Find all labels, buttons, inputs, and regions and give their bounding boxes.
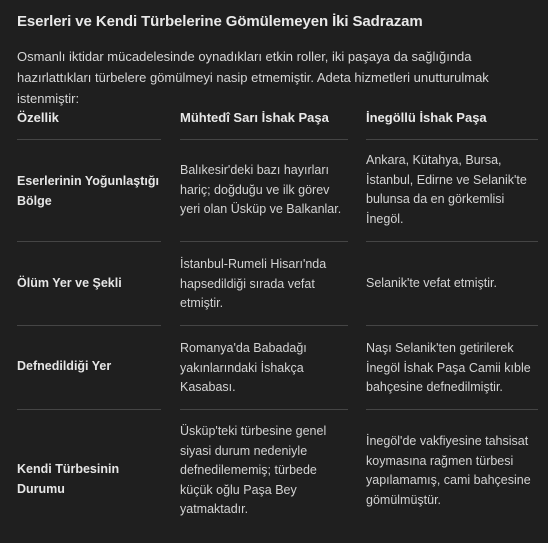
bottom-fade bbox=[0, 529, 548, 543]
table-cell-sari-ishak: İstanbul-Rumeli Hisarı'nda hapsedildiği sırada vefat etmiştir. bbox=[180, 257, 327, 310]
table-cell-inegollu-ishak: Ankara, Kütahya, Bursa, İstanbul, Edirne ve Selanik'te bulunsa da en görkemlisi İnegöl. bbox=[366, 153, 527, 226]
table-cell-inegollu-ishak: Selanik'te vefat etmiştir. bbox=[366, 276, 497, 290]
table-header-sari-ishak-pasa: Mühtedî Sarı İshak Paşa bbox=[180, 110, 329, 125]
table-divider bbox=[180, 325, 348, 326]
table-divider bbox=[366, 241, 538, 242]
table-divider bbox=[17, 139, 161, 140]
table-header-feature: Özellik bbox=[17, 110, 59, 125]
table-divider bbox=[17, 241, 161, 242]
table-row-feature: Ölüm Yer ve Şekli bbox=[17, 276, 122, 290]
table-divider bbox=[366, 325, 538, 326]
table-row-feature: Defnedildiği Yer bbox=[17, 359, 112, 373]
table-cell-inegollu-ishak: İnegöl'de vakfiyesine tahsisat koymasına rağmen türbesi yapılamamış, cami bahçesine gömülmüştür. bbox=[366, 434, 531, 507]
table-divider bbox=[366, 409, 538, 410]
table-cell-sari-ishak: Üsküp'teki türbesine genel siyasi durum nedeniyle defnedilememiş; türbede küçük oğlu Paşa Bey yatmaktadır. bbox=[180, 424, 327, 516]
intro-paragraph: Osmanlı iktidar mücadelesinde oynadıkları etkin roller, iki paşaya da sağlığında hazırlattıkları türbelere gömülmeyi nasip etmemiştir. Adeta hizmetleri unutturulmak istenmiştir: bbox=[17, 49, 489, 106]
table-cell-sari-ishak: Romanya'da Babadağı yakınlarındaki İshakça Kasabası. bbox=[180, 341, 307, 394]
table-divider bbox=[180, 241, 348, 242]
table-divider bbox=[366, 139, 538, 140]
table-cell-inegollu-ishak: Naşı Selanik'ten getirilerek İnegöl İshak Paşa Camii kıble bahçesine defnedilmiştir. bbox=[366, 341, 531, 394]
table-row-feature: Eserlerinin Yoğunlaştığı Bölge bbox=[17, 174, 159, 208]
table-divider bbox=[180, 139, 348, 140]
table-divider bbox=[17, 409, 161, 410]
table-cell-sari-ishak: Balıkesir'deki bazı hayırları hariç; doğduğu ve ilk görev yeri olan Üsküp ve Balkanlar. bbox=[180, 163, 342, 216]
table-row-feature: Kendi Türbesinin Durumu bbox=[17, 462, 120, 496]
page-title: Eserleri ve Kendi Türbelerine Gömülemeyen İki Sadrazam bbox=[17, 13, 423, 30]
table-divider bbox=[17, 325, 161, 326]
table-header-inegollu-ishak-pasa: İnegöllü İshak Paşa bbox=[366, 110, 487, 125]
table-divider bbox=[180, 409, 348, 410]
